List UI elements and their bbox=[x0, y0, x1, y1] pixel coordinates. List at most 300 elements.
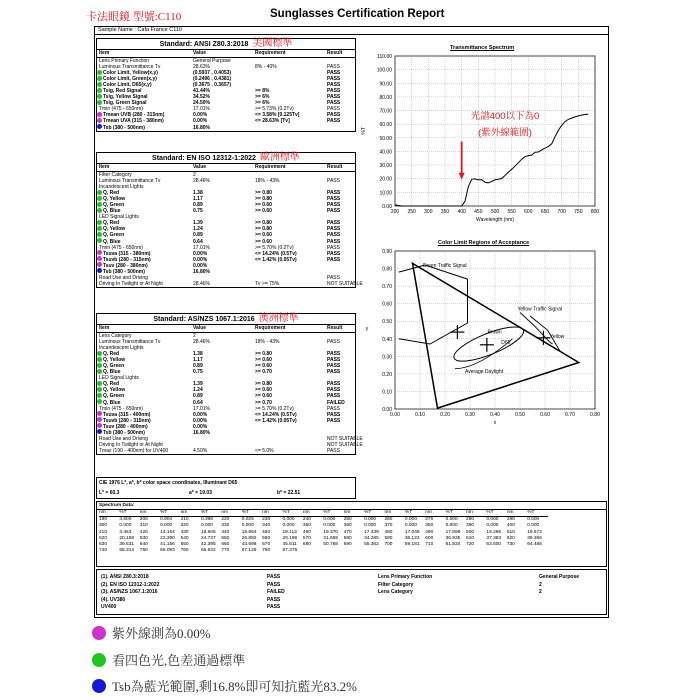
spectrum-cell: 680 bbox=[302, 542, 311, 548]
spectrum-cell: 61.834 bbox=[445, 542, 461, 548]
nzs-title bbox=[97, 314, 355, 325]
row-value: 1.39 bbox=[193, 381, 203, 388]
cie-box bbox=[96, 477, 356, 499]
spectrum-header-cell: %T bbox=[160, 510, 180, 517]
row-value: 28.46% bbox=[193, 178, 210, 185]
summary-result: PASS bbox=[267, 581, 281, 588]
spectrum-cell: 0.000 bbox=[323, 523, 336, 529]
purple-dot-icon bbox=[97, 118, 102, 123]
spectrum-cell: 410 bbox=[99, 529, 108, 535]
spectrum-header-cell: %T bbox=[486, 510, 506, 517]
spectrum-cell: 440 bbox=[221, 529, 230, 535]
row-req: <= 3.58% [0.125Tv] bbox=[255, 112, 300, 119]
spectrum-cell: 14.164 bbox=[160, 529, 175, 535]
spectrum-cell: 0.000 bbox=[364, 517, 377, 523]
green-dot-icon bbox=[97, 399, 102, 404]
spectrum-header-cell: nm bbox=[466, 510, 486, 517]
spectrum-cell: 59.181 bbox=[404, 542, 420, 548]
x-axis-label: x bbox=[493, 420, 497, 426]
spectrum-cell: 750 bbox=[139, 548, 148, 554]
col-item: Item bbox=[99, 164, 110, 170]
row-item-text: Q, Yellow bbox=[103, 387, 126, 394]
y-tick-label: 110.00 bbox=[377, 54, 392, 60]
x-tick-label: 250 bbox=[407, 209, 416, 215]
spectrum-cell: 650 bbox=[180, 542, 189, 548]
spectrum-cell: 19.113 bbox=[282, 529, 297, 535]
average-daylight-label: Average Daylight bbox=[465, 369, 503, 376]
x-tick-label: 0.40 bbox=[490, 412, 500, 418]
spectrum-cell: 610 bbox=[466, 535, 475, 541]
row-item-text: Tsuvb (280 - 315nm) bbox=[103, 256, 151, 263]
row-result: PASS bbox=[327, 411, 341, 418]
yellow-signal-region bbox=[520, 312, 553, 344]
spectrum-cell bbox=[446, 548, 466, 554]
row-req: >= 6% bbox=[255, 100, 270, 107]
row-item-text: Color Limit, Green(x,y) bbox=[103, 76, 157, 83]
spectrum-cell: 0.000 bbox=[119, 523, 132, 529]
spectrum-cell: 420 bbox=[139, 529, 148, 535]
spectrum-header-cell: %T bbox=[446, 510, 466, 517]
row-item-text: Driving In Twilight or At Night bbox=[99, 441, 163, 448]
table-row bbox=[97, 448, 355, 454]
purple-dot-icon bbox=[92, 626, 106, 640]
spectrum-cell: 0.904 bbox=[160, 517, 173, 523]
row-result: PASS bbox=[327, 387, 341, 394]
summary-box bbox=[96, 569, 607, 615]
row-value: 24.50% bbox=[193, 100, 210, 107]
spectrum-cell: 0.000 bbox=[364, 523, 377, 529]
col-result: Result bbox=[327, 325, 343, 331]
row-item-text: Q, Green bbox=[103, 393, 125, 400]
row-result: PASS bbox=[327, 76, 341, 83]
col-item: Item bbox=[99, 325, 110, 331]
blue-dot-icon bbox=[97, 124, 102, 129]
row-value: General Purpose bbox=[193, 58, 231, 64]
spectrum-cell: 0.000 bbox=[486, 523, 499, 529]
spectrum-header-cell: %T bbox=[323, 510, 343, 517]
row-req: <= 1.42% (0.05Tv) bbox=[255, 417, 297, 424]
summary-value: 2 bbox=[539, 589, 542, 595]
row-result: PASS bbox=[327, 106, 340, 113]
spectrum-data bbox=[96, 501, 607, 567]
nzs-section bbox=[96, 313, 363, 455]
spectrum-header-cell: nm bbox=[425, 510, 445, 517]
spectrum-row bbox=[99, 548, 548, 554]
row-result: PASS bbox=[327, 226, 341, 233]
row-req: >= 0.60 bbox=[255, 393, 272, 400]
x-tick-label: 750 bbox=[574, 209, 583, 215]
row-value: 0.89 bbox=[193, 202, 203, 209]
green-dot-icon bbox=[97, 363, 102, 368]
spectrum-cell: 24.737 bbox=[200, 535, 216, 541]
y-tick-label: 0.40 bbox=[382, 336, 392, 343]
spectrum-cell: 34.285 bbox=[364, 535, 379, 541]
x-tick-label: 350 bbox=[440, 209, 450, 215]
col-result: Result bbox=[327, 50, 343, 56]
row-value: 0.00% bbox=[193, 250, 208, 257]
row-item-text: Q, Red bbox=[103, 190, 120, 197]
spectrum-header-cell: nm bbox=[99, 510, 119, 517]
spectrum-cell: 210 bbox=[180, 517, 189, 523]
y-tick-label: 60.00 bbox=[379, 122, 392, 129]
row-req: <= 14.24% (0.5Tv) bbox=[255, 250, 297, 257]
spectrum-cell: 50.768 bbox=[323, 542, 338, 548]
row-result: PASS bbox=[327, 118, 341, 125]
spectrum-cell: 39.366 bbox=[527, 535, 542, 541]
row-item-text: Tsb (380 - 500nm) bbox=[103, 268, 145, 275]
purple-dot-icon bbox=[97, 423, 102, 428]
spectrum-cell bbox=[323, 548, 343, 554]
summary-standard: (3). AS/NZS 1067.1:2016 bbox=[101, 589, 158, 595]
row-req: >= 8% bbox=[255, 88, 270, 95]
spectrum-cell: 55.362 bbox=[364, 542, 379, 548]
en-section bbox=[96, 152, 363, 288]
green-dot-icon bbox=[97, 226, 102, 231]
spectrum-header-cell: nm bbox=[507, 510, 527, 517]
green-signal-label: Green Traffic Signal bbox=[422, 262, 467, 269]
report-title: Sunglasses Certification Report bbox=[270, 8, 445, 20]
summary-result: PASS bbox=[267, 604, 281, 610]
ansi-header bbox=[97, 50, 355, 58]
spectrum-cell: 370 bbox=[384, 523, 393, 529]
row-item bbox=[99, 281, 163, 287]
row-result: PASS bbox=[327, 274, 340, 281]
spectrum-cell: 280 bbox=[466, 517, 475, 523]
row-result: FAILED bbox=[327, 399, 345, 406]
table-row bbox=[97, 280, 363, 287]
row-result: PASS bbox=[327, 357, 341, 364]
y-tick-label: 100.00 bbox=[376, 67, 392, 74]
y-tick-label: 90.00 bbox=[379, 81, 392, 88]
row-value: 0.00% bbox=[193, 417, 208, 424]
color-chart bbox=[355, 247, 605, 429]
x-tick-label: 0.80 bbox=[590, 412, 600, 418]
x-tick-label: 800 bbox=[590, 209, 600, 215]
spectrum-cell: 330 bbox=[221, 523, 230, 529]
green-dot-icon bbox=[97, 357, 102, 362]
row-value: 0.00% bbox=[193, 118, 208, 125]
spectrum-cell: 310 bbox=[139, 523, 148, 529]
spectrum-cell: 37.363 bbox=[486, 535, 502, 541]
row-item-text: LED Signal Lights bbox=[99, 214, 139, 221]
row-item-text: Q, Blue bbox=[103, 399, 121, 406]
row-result: PASS bbox=[327, 381, 341, 388]
en-title-cn: 歐洲標準 bbox=[259, 152, 300, 163]
row-req: 18% - 43% bbox=[255, 178, 280, 185]
nzs-title-cn: 澳洲標準 bbox=[258, 313, 299, 324]
x-tick-label: 0.50 bbox=[515, 412, 525, 418]
col-requirement: Requirement bbox=[255, 50, 286, 56]
spectrum-cell: 26.882 bbox=[241, 535, 257, 541]
spectrum-cell: 640 bbox=[139, 542, 148, 548]
spectrum-header-cell: %T bbox=[242, 510, 262, 517]
spectrum-header-cell: nm bbox=[384, 510, 404, 517]
spectrum-cell: 250 bbox=[343, 517, 352, 523]
spectrum-cell: 700 bbox=[384, 542, 393, 548]
spectrum-cell bbox=[384, 548, 404, 554]
spectrum-cell: 41.156 bbox=[160, 542, 175, 548]
spectrum-header-cell: nm bbox=[181, 510, 201, 517]
row-req: >= 5.70% (0.2Tv) bbox=[255, 244, 294, 251]
row-req: <= 14.24% (0.5Tv) bbox=[255, 411, 297, 418]
spectrum-cell: 260 bbox=[384, 517, 393, 523]
y-tick-label: 50.00 bbox=[379, 135, 392, 142]
row-result: PASS bbox=[327, 202, 341, 209]
row-value: 0.75 bbox=[193, 369, 203, 376]
transmittance-chart-title: Transmittance Spectrum bbox=[450, 45, 515, 51]
blue-dot-icon bbox=[97, 268, 102, 273]
purple-dot-icon bbox=[97, 256, 102, 261]
spectrum-cell: 580 bbox=[343, 535, 352, 541]
data-point-d65 bbox=[480, 338, 494, 352]
spectrum-header-cell: nm bbox=[140, 510, 160, 517]
x-tick-label: 450 bbox=[474, 209, 483, 215]
en-title-text: Standard: EN ISO 12312-1:2022 bbox=[152, 155, 256, 162]
row-result: PASS bbox=[327, 351, 341, 358]
row-result: PASS bbox=[327, 190, 341, 197]
spectrum-cell: 240 bbox=[302, 517, 311, 523]
spectrum-cell: 530 bbox=[139, 535, 148, 541]
spectrum-cell: 19.864 bbox=[241, 529, 257, 535]
row-value: 16.80% bbox=[193, 124, 210, 131]
row-item bbox=[99, 448, 168, 454]
spectrum-cell: 19.672 bbox=[527, 529, 542, 535]
row-value: 0.89 bbox=[193, 393, 203, 400]
spectrum-cell: 540 bbox=[180, 535, 189, 541]
spectrum-header-cell: %T bbox=[364, 510, 384, 517]
row-item-text: Luminous Transmittance Tv bbox=[99, 339, 161, 346]
annotation-text: 光譜400以下為0 bbox=[470, 111, 540, 122]
spectrum-header-cell: nm bbox=[303, 510, 323, 517]
row-value: 0.64 bbox=[193, 399, 203, 406]
purple-dot-icon bbox=[97, 250, 102, 255]
green-dot-icon bbox=[97, 70, 102, 75]
row-result: PASS bbox=[327, 232, 341, 239]
row-value: 1.24 bbox=[193, 226, 203, 233]
blue-dot-icon bbox=[92, 679, 106, 693]
spectrum-cell: 66.632 bbox=[200, 548, 216, 554]
row-req: >= 0.60 bbox=[255, 202, 272, 209]
spectrum-cell: 0.000 bbox=[527, 523, 540, 529]
col-requirement: Requirement bbox=[255, 325, 286, 331]
row-item-text: Lens Primary Function bbox=[99, 58, 150, 64]
spectrum-cell: 710 bbox=[425, 542, 434, 548]
row-req: 8% - 40% bbox=[255, 64, 277, 71]
row-value: 0.00% bbox=[193, 112, 208, 119]
row-item-text: Filter Category bbox=[99, 172, 132, 178]
spectrum-cell: 690 bbox=[343, 542, 352, 548]
row-value: 0.89 bbox=[193, 232, 203, 239]
green-dot-icon bbox=[97, 220, 102, 225]
summary-label: Lens Category bbox=[378, 589, 413, 595]
row-result: PASS bbox=[327, 405, 340, 412]
row-req: >= 0.60 bbox=[255, 387, 272, 394]
spectrum-cell: 740 bbox=[99, 548, 108, 554]
spectrum-cell: 0.000 bbox=[445, 517, 458, 523]
spectrum-cell: 45.611 bbox=[282, 542, 297, 548]
row-value: 34.52% bbox=[193, 94, 210, 101]
row-item-text: Tmax (190 - 400nm) for UV400 bbox=[99, 447, 169, 454]
row-value: 17.01% bbox=[193, 244, 210, 251]
spectrum-cell: 290 bbox=[506, 517, 515, 523]
row-item-text: Tsig, Yellow Signal bbox=[103, 94, 148, 101]
row-value: 1.38 bbox=[193, 351, 203, 358]
spectrum-cell: 36.123 bbox=[404, 535, 420, 541]
summary-standard: UV400 bbox=[101, 604, 117, 610]
row-result: PASS bbox=[327, 88, 341, 95]
spectrum-cell: 230 bbox=[262, 517, 271, 523]
spectrum-cell: 0.000 bbox=[404, 517, 417, 523]
spectrum-cell: 780 bbox=[262, 548, 271, 554]
row-result: PASS bbox=[327, 70, 341, 77]
d65-label: D65 bbox=[501, 340, 511, 347]
row-req: <= 5.0% bbox=[255, 447, 274, 454]
spectrum-header-row bbox=[99, 510, 548, 517]
row-item-text: Tsuvb (280 - 315nm) bbox=[103, 417, 151, 424]
row-req: >= 0.80 bbox=[255, 226, 272, 233]
green-dot-icon bbox=[97, 202, 102, 207]
y-tick-label: 0.70 bbox=[382, 284, 392, 291]
spectrum-cell: 300 bbox=[99, 523, 108, 529]
row-req: >= 0.70 bbox=[255, 369, 272, 376]
spectrum-title: Spectrum Data: bbox=[97, 502, 606, 510]
row-req: >= 0.60 bbox=[255, 363, 272, 370]
spectrum-cell: 0.000 bbox=[282, 523, 295, 529]
y-tick-label: 30.00 bbox=[379, 163, 392, 170]
spectrum-cell: 3.463 bbox=[119, 529, 132, 535]
y-tick-label: 0.00 bbox=[382, 204, 392, 210]
y-tick-label: 10.00 bbox=[379, 190, 392, 197]
col-value: Value bbox=[193, 325, 207, 331]
row-item-text: Incandescent Lights bbox=[99, 184, 144, 191]
spectrum-cell: 630 bbox=[99, 542, 108, 548]
row-value: 1.17 bbox=[193, 196, 203, 203]
row-item-text: Q, Blue bbox=[103, 238, 121, 245]
spectrum-cell: 380 bbox=[425, 523, 434, 529]
spectrum-header-cell: nm bbox=[344, 510, 364, 517]
spectrum-cell: 730 bbox=[506, 542, 515, 548]
spectrum-header-cell: nm bbox=[262, 510, 282, 517]
row-item-text: Luminous Transmittance Tv bbox=[99, 64, 161, 71]
yellow-signal-label: Yellow Traffic Signal bbox=[517, 306, 562, 313]
row-result: PASS bbox=[327, 369, 341, 376]
row-value: 16.80% bbox=[193, 268, 210, 275]
row-req: >= 0.80 bbox=[255, 190, 272, 197]
spectrum-cell: 63.500 bbox=[486, 542, 502, 548]
spectrum-cell: 500 bbox=[466, 529, 475, 535]
spectrum-cell: 760 bbox=[180, 548, 189, 554]
row-value: 0.89 bbox=[193, 363, 203, 370]
spectrum-header-cell: %T bbox=[201, 510, 221, 517]
spectrum-cell: 0.025 bbox=[241, 517, 254, 523]
row-result: NOT SUITABLE bbox=[327, 435, 363, 442]
spectrum-cell: 4.600 bbox=[119, 517, 132, 523]
y-tick-label: 0.30 bbox=[382, 354, 392, 361]
row-result: PASS bbox=[327, 417, 341, 424]
row-result: PASS bbox=[327, 178, 340, 185]
spectrum-cell: 65.314 bbox=[119, 548, 135, 554]
summary-value: 2 bbox=[539, 581, 542, 588]
en-title bbox=[97, 153, 355, 164]
x-tick-label: 0.70 bbox=[565, 412, 575, 418]
row-value: 0.00% bbox=[193, 423, 208, 430]
spectrum-table bbox=[99, 510, 548, 554]
row-item-text: Q, Blue bbox=[103, 208, 121, 215]
row-req: >= 0.80 bbox=[255, 220, 272, 227]
row-item-text: Color Limit, Yellow(x,y) bbox=[103, 70, 158, 77]
x-tick-label: 0.60 bbox=[540, 412, 550, 418]
row-item-text: Tmin (475 - 650nm) bbox=[99, 106, 143, 113]
spectrum-cell: 0.398 bbox=[200, 517, 213, 523]
x-tick-label: 500 bbox=[490, 209, 500, 215]
row-result: NOT SUITABLE bbox=[327, 441, 363, 448]
green-dot-icon bbox=[97, 381, 102, 386]
col-item: Item bbox=[99, 50, 110, 56]
table-row bbox=[97, 125, 355, 131]
spectrum-cell: 17.439 bbox=[364, 529, 379, 535]
spectrum-cell bbox=[344, 548, 364, 554]
spectrum-cell: 42.395 bbox=[200, 542, 216, 548]
spectrum-header-cell: %T bbox=[283, 510, 303, 517]
row-result: PASS bbox=[327, 82, 341, 89]
cie-a: a* = 19.03 bbox=[189, 490, 212, 496]
spectrum-cell: 0.000 bbox=[445, 523, 458, 529]
row-value: 41.44% bbox=[193, 88, 210, 95]
spectrum-cell: 600 bbox=[425, 535, 434, 541]
y-tick-label: 0.80 bbox=[382, 266, 392, 273]
row-item-text: Luminous Transmittance Tv bbox=[99, 178, 161, 185]
spectrum-cell: 660 bbox=[221, 542, 230, 548]
spectrum-cell: 220 bbox=[221, 517, 230, 523]
spectrum-cell bbox=[425, 548, 445, 554]
green-dot-icon bbox=[97, 190, 102, 195]
yellow-label: Yellow bbox=[550, 333, 565, 340]
row-result: PASS bbox=[327, 94, 341, 101]
spectrum-cell: 470 bbox=[343, 529, 352, 535]
x-tick-label: 400 bbox=[457, 209, 466, 215]
spectrum-cell: 320 bbox=[180, 523, 189, 529]
row-req: 18% - 43% bbox=[255, 339, 280, 346]
row-result: PASS bbox=[327, 196, 341, 203]
spectrum-cell bbox=[364, 548, 384, 554]
ansi-rows bbox=[97, 58, 355, 131]
green-dot-icon bbox=[97, 208, 102, 213]
row-value: 4.50% bbox=[193, 447, 208, 454]
x-tick-label: 550 bbox=[507, 209, 516, 215]
row-value: 28.46% bbox=[193, 280, 210, 287]
nzs-header bbox=[97, 325, 355, 333]
row-value: 16.80% bbox=[193, 429, 210, 436]
row-value: 2 bbox=[193, 172, 196, 178]
row-value: 17.01% bbox=[193, 106, 210, 113]
summary-result: FAILED bbox=[267, 589, 285, 595]
row-req: >= 0.80 bbox=[255, 351, 272, 358]
summary-standard: (1). ANSI Z80.3:2018 bbox=[101, 574, 149, 580]
color-chart-title: Color Limit Regions of Acceptance bbox=[438, 240, 530, 246]
green-dot-icon bbox=[97, 196, 102, 201]
row-item-text: Tmin (475 - 650nm) bbox=[99, 405, 143, 412]
row-value: 1.38 bbox=[193, 190, 203, 197]
spectrum-cell: 39.631 bbox=[119, 542, 135, 548]
y-tick-label: 20.00 bbox=[379, 176, 392, 183]
row-req: >= 6% bbox=[255, 94, 270, 101]
spectrum-cell: 36.935 bbox=[445, 535, 461, 541]
row-req: >= 5.73% (0.2Tv) bbox=[255, 106, 294, 113]
spectrum-cell: 560 bbox=[262, 535, 271, 541]
spectrum-cell: 190 bbox=[99, 517, 108, 523]
row-result: PASS bbox=[327, 256, 341, 263]
green-dot-icon bbox=[97, 88, 102, 93]
